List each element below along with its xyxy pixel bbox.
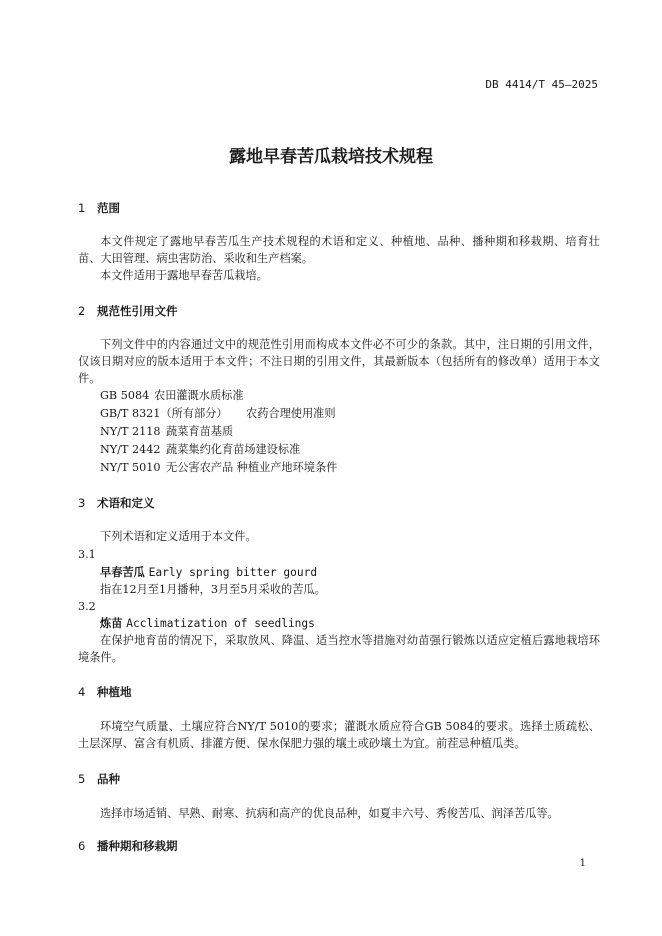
document-title: 露地早春苦瓜栽培技术规程	[229, 147, 433, 167]
term-definition: 在保护地育苗的情况下，采取放风、降温、适当控水等措施对幼苗强行锻炼以适应定植后露地栽培环境条件。	[78, 634, 600, 664]
section-2-heading	[78, 303, 600, 320]
section-number: 1	[78, 201, 86, 215]
reference-name: 蔬菜集约化育苗场建设标准	[166, 443, 301, 456]
reference-code: NY/T 2118	[100, 425, 161, 438]
reference-code: GB/T 8321（所有部分）	[100, 407, 228, 420]
reference-item	[78, 441, 622, 458]
section-5-paragraph-1: 选择市场适销、早熟、耐寒、抗病和高产的优良品种，如夏丰六号、秀俊苦瓜、润泽苦瓜等。	[100, 807, 559, 820]
term-chinese: 早春苦瓜	[100, 566, 145, 579]
section-number: 3	[78, 496, 86, 510]
section-1-paragraph-2: 本文件适用于露地早春苦瓜栽培。	[100, 269, 268, 282]
section-1-heading	[78, 200, 600, 217]
term-chinese: 炼苗	[100, 617, 123, 630]
reference-name: 农药合理使用准则	[246, 407, 336, 420]
term-heading	[78, 564, 622, 581]
term-heading	[78, 615, 622, 632]
reference-item	[78, 387, 622, 404]
reference-item	[78, 405, 622, 422]
section-title: 种植地	[97, 685, 132, 699]
page-number: 1	[579, 858, 586, 869]
term-english: Early spring bitter gourd	[148, 566, 318, 579]
term-number: 3.2	[78, 600, 96, 613]
section-2-paragraph-1: 下列文件中的内容通过文中的规范性引用而构成本文件必不可少的条款。其中，注日期的引用文件，仅该日期对应的版本适用于本文件；不注日期的引用文件，其最新版本（包括所有的修改单）适用于本文件。	[78, 338, 600, 385]
section-title: 范围	[97, 201, 120, 215]
term-definition: 指在12月至1月播种，3月至5月采收的苦瓜。	[100, 583, 326, 596]
section-number: 2	[78, 304, 86, 318]
reference-code: NY/T 5010	[100, 461, 161, 474]
reference-item	[78, 423, 622, 440]
term-number: 3.1	[78, 548, 96, 561]
section-title: 品种	[97, 772, 120, 786]
section-3-heading	[78, 495, 600, 512]
section-3-paragraph-1: 下列术语和定义适用于本文件。	[100, 530, 257, 543]
section-number: 5	[78, 772, 86, 786]
section-4-paragraph-1: 环境空气质量、土壤应符合NY/T 5010的要求；灌溉水质应符合GB 5084的要求。选择土质疏松、土层深厚、富含有机质、排灌方便、保水保肥力强的壤土或砂壤土为宜。前茬忌种植瓜类。	[78, 720, 600, 750]
reference-name: 无公害农产品 种植业产地环境条件	[166, 461, 338, 474]
reference-code: GB 5084	[100, 389, 150, 402]
document-code: DB 4414/T 45—2025	[485, 78, 598, 91]
reference-code: NY/T 2442	[100, 443, 161, 456]
section-title: 规范性引用文件	[97, 304, 178, 318]
section-number: 4	[78, 685, 86, 699]
reference-item	[78, 459, 622, 476]
reference-name: 蔬菜育苗基质	[166, 425, 234, 438]
section-4-heading	[78, 684, 600, 701]
reference-name: 农田灌溉水质标准	[154, 389, 244, 402]
section-title: 播种期和移栽期	[97, 839, 178, 853]
section-1-paragraph-1: 本文件规定了露地早春苦瓜生产技术规程的术语和定义、种植地、品种、播种期和移栽期、培育壮苗、大田管理、病虫害防治、采收和生产档案。	[78, 235, 600, 265]
section-number: 6	[78, 839, 86, 853]
section-6-heading	[78, 838, 600, 855]
section-title: 术语和定义	[97, 496, 155, 510]
section-5-heading	[78, 771, 600, 788]
term-english: Acclimatization of seedlings	[126, 617, 315, 630]
